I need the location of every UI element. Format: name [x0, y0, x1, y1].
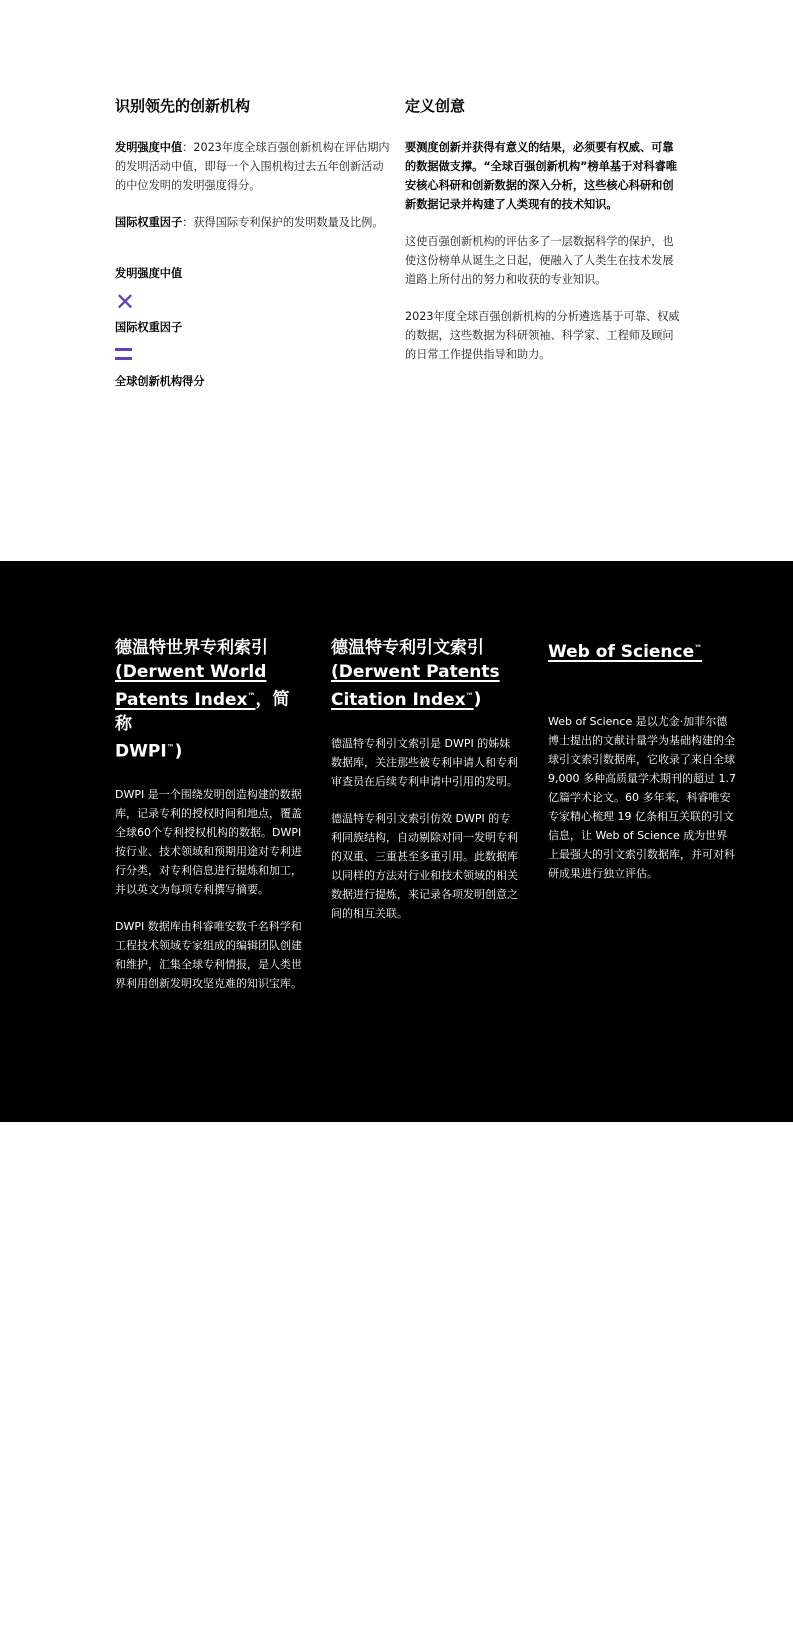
wos-link[interactable]: Web of Science™	[548, 641, 703, 662]
dwpi-heading: 德温特世界专利索引 (Derwent World Patents Index™，简称 DWPI™)	[115, 638, 290, 762]
top-section	[0, 0, 793, 561]
dpci-paragraph: 德温特专利引文索引仿效 DWPI 的专利同族结构，自动剔除对同一发明专利的双重、三重甚至多重引用。此数据库以同样的方法对行业和技术领域的相关数据进行提炼，来记录各项发明创意之间的相互关联。	[331, 811, 518, 920]
section-heading-define: 定义创意	[405, 97, 466, 115]
term-label: 国际权重因子	[115, 216, 183, 229]
body-paragraph: 2023年度全球百强创新机构的分析遴选基于可靠、权威的数据，这些数据为科研领袖、科学家、工程师及顾问的日常工作提供指导和助力。	[405, 310, 680, 361]
definition-invention-strength	[115, 138, 390, 195]
dpci-link[interactable]: (Derwent Patents	[331, 662, 500, 682]
term-label: 发明强度中值	[115, 141, 183, 154]
dpci-link[interactable]: Citation Index™	[331, 689, 474, 710]
dwpi-column	[115, 636, 305, 1011]
term-text: ：获得国际专利保护的发明数量及比例。	[182, 216, 384, 229]
dpci-paragraph: 德温特专利引文索引是 DWPI 的姊妹数据库，关注那些被专利申请人和专利审查员在后续专利申请中引用的发明。	[331, 736, 518, 788]
dwpi-paragraph: DWPI 数据库由科睿唯安数千名科学和工程技术领域专家组成的编辑团队创建和维护，汇集全球专利情报，是人类世界利用创新发明攻坚克难的知识宝库。	[115, 920, 302, 991]
section-heading-identify: 识别领先的创新机构	[115, 97, 251, 115]
heading-text: ，简称	[115, 689, 290, 734]
dwpi-paragraph: DWPI 是一个围绕发明创造构建的数据库，记录专利的授权时间和地点，覆盖全球60个专利授权机构的数据。DWPI 按行业、技术领域和预期用途对专利进行分类，对专利信息进行提炼和加工，并以英文为每项专利撰写摘要。	[115, 788, 302, 897]
dwpi-link[interactable]: (Derwent World	[115, 662, 267, 682]
bottom-section	[0, 561, 793, 1645]
score-formula	[115, 266, 390, 390]
body-paragraph: 这使百强创新机构的评估多了一层数据科学的保护，也使这份榜单从诞生之日起，便融入了人类生在技术发展道路上所付出的努力和收获的专业知识。	[405, 235, 674, 286]
right-column	[405, 96, 680, 382]
formula-term-1: 发明强度中值	[115, 267, 183, 280]
intro-paragraph: 要测度创新并获得有意义的结果，必须要有权威、可靠的数据做支撑。“全球百强创新机构”榜单基于对科睿唯安核心科研和创新数据的深入分析，这些核心科研和创新数据记录并构建了人类现有的技术知识。	[405, 141, 678, 211]
definition-intl-weight	[115, 213, 390, 232]
term-text: ：2023年度全球百强创新机构在评估期内的发明活动中值，即每一个入围机构过去五年创新活动的中位发明的发明强度得分。	[115, 141, 390, 192]
dpci-column	[331, 636, 521, 941]
page-number: 9	[729, 1631, 737, 1645]
wos-paragraph: Web of Science 是以尤金·加菲尔德博士提出的文献计量学为基础构建的全球引文索引数据库，它收录了来自全球9,000 多种高质量学术期刊的超过 1.7 亿篇学术论文。60 多年来，科睿唯安专家精心梳理 19 亿条相互关联的引文信息，让 Web of Science 成为世界上最强大的引文索引数据库，并可对科研成果进行独立评估。	[548, 714, 736, 880]
left-column	[115, 96, 390, 390]
multiply-icon: ✕	[115, 288, 136, 316]
equals-icon	[115, 338, 390, 370]
wos-column	[548, 636, 738, 901]
formula-result: 全球创新机构得分	[115, 375, 205, 388]
formula-term-2: 国际权重因子	[115, 321, 183, 334]
heading-text: 德温特专利引文索引	[331, 638, 484, 658]
heading-text: 德温特世界专利索引	[115, 638, 268, 658]
dpci-heading: 德温特专利引文索引 (Derwent Patents Citation Index™)	[331, 638, 500, 710]
heading-text: DWPI	[115, 741, 167, 762]
dwpi-link[interactable]: Patents Index™	[115, 689, 256, 710]
wos-heading	[548, 636, 738, 664]
